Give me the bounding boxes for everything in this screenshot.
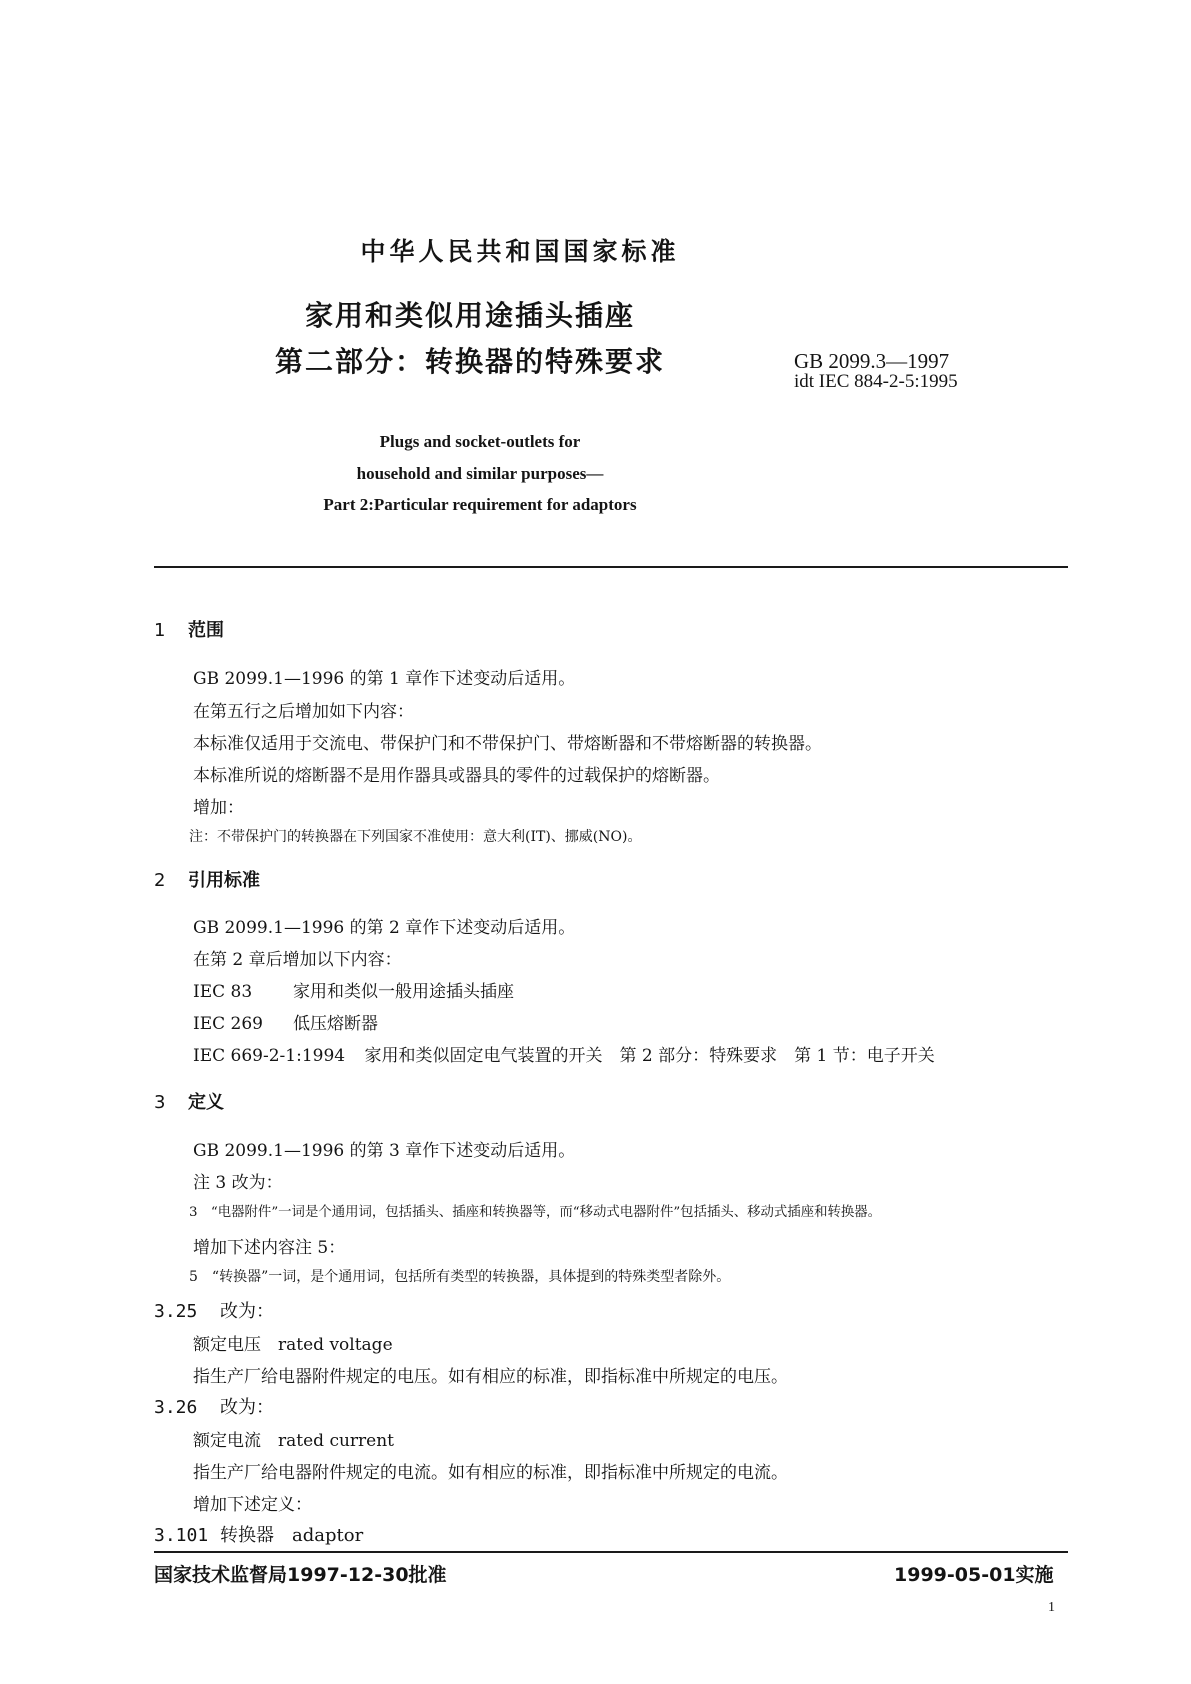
reference-code: IEC 83 [193,982,253,1002]
en-title-line3: Part 2:Particular requirement for adaptors [323,495,637,514]
footer-divider [154,1551,1068,1553]
paragraph: GB 2099.1—1996 的第 2 章作下述变动后适用。 [193,918,576,938]
term: 额定电流 rated current [193,1431,395,1451]
reference-item [193,1009,378,1034]
clause-3-26-heading [154,1393,274,1419]
section-number: 2 [154,870,166,891]
reference-code: IEC 669-2-1:1994 [193,1046,346,1066]
header-divider [154,566,1068,568]
term: 额定电压 rated voltage [193,1335,393,1355]
section-title: 范围 [188,620,224,641]
section-number: 3 [154,1092,166,1113]
idt-code: idt IEC 884-2-5:1995 [794,371,958,392]
section-1-heading [154,616,224,642]
paragraph: 在第 2 章后增加以下内容： [193,950,402,970]
reference-item [193,1041,935,1066]
reference-title: 家用和类似固定电气装置的开关 第 2 部分：特殊要求 第 1 节：电子开关 [364,1046,935,1066]
cn-title-line1: 家用和类似用途插头插座 [304,299,635,332]
en-title-line2: household and similar purposes— [356,464,604,483]
reference-title: 低压熔断器 [293,1014,378,1034]
paragraph: 注 3 改为： [193,1173,283,1193]
reference-code: IEC 269 [193,1014,263,1034]
section-title: 引用标准 [188,870,260,891]
note: 3 “电器附件”一词是个通用词，包括插头、插座和转换器等，而“移动式电器附件”包括插头、移动式插座和转换器。 [189,1205,882,1220]
approval-date: 国家技术监督局1997-12-30批准 [154,1564,447,1586]
definition: 指生产厂给电器附件规定的电流。如有相应的标准，即指标准中所规定的电流。 [193,1463,788,1483]
clause-number: 3.26 [154,1397,198,1418]
term: 转换器 adaptor [220,1525,364,1546]
reference-item [193,977,514,1002]
paragraph: 本标准所说的熔断器不是用作器具或器具的零件的过载保护的熔断器。 [193,766,720,786]
section-3-heading [154,1088,224,1114]
clause-number: 3.25 [154,1301,198,1322]
clause-3-25-heading [154,1297,274,1323]
paragraph: 增加： [193,798,244,818]
implementation-date: 1999-05-01实施 [894,1564,1054,1586]
paragraph: GB 2099.1—1996 的第 3 章作下述变动后适用。 [193,1141,576,1161]
standard-code: GB 2099.3—1997 [794,349,950,373]
paragraph: 在第五行之后增加如下内容： [193,702,414,722]
section-number: 1 [154,620,166,641]
paragraph: GB 2099.1—1996 的第 1 章作下述变动后适用。 [193,669,576,689]
national-standard-title: 中华人民共和国国家标准 [360,237,680,266]
section-2-heading [154,866,260,892]
clause-head: 改为： [220,1301,274,1322]
note: 5 “转换器”一词，是个通用词，包括所有类型的转换器，具体提到的特殊类型者除外。 [189,1269,731,1285]
paragraph: 增加下述内容注 5： [193,1238,346,1258]
section-title: 定义 [188,1092,224,1113]
note: 注：不带保护门的转换器在下列国家不准使用：意大利(IT)、挪威(NO)。 [189,829,642,845]
clause-number: 3.101 [154,1525,209,1546]
cn-title-line2: 第二部分：转换器的特殊要求 [274,345,665,378]
paragraph: 本标准仅适用于交流电、带保护门和不带保护门、带熔断器和不带熔断器的转换器。 [193,734,822,754]
clause-3-101-heading [154,1521,363,1547]
definition: 指生产厂给电器附件规定的电压。如有相应的标准，即指标准中所规定的电压。 [193,1367,788,1387]
page-number: 1 [1048,1600,1055,1615]
clause-head: 改为： [220,1397,274,1418]
en-title-line1: Plugs and socket-outlets for [379,432,581,451]
paragraph: 增加下述定义： [193,1495,312,1515]
reference-title: 家用和类似一般用途插头插座 [293,982,514,1002]
